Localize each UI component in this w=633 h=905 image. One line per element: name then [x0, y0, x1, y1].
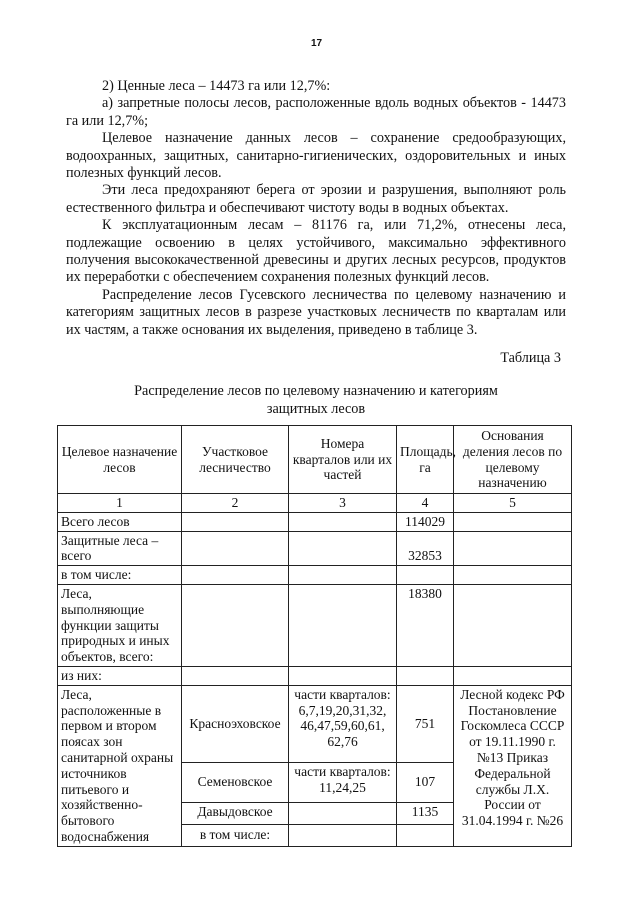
quarter-numbers: части кварталов: 11,24,25 — [289, 762, 397, 802]
page-number: 17 — [310, 38, 323, 49]
quarter-numbers — [289, 802, 397, 824]
area-value: 18380 — [397, 584, 454, 666]
forest-distribution-table — [57, 425, 572, 847]
table-title-line: Распределение лесов по целевому назначению и категориям — [134, 383, 498, 399]
table-title — [66, 383, 566, 418]
paragraph: К эксплуатационным лесам – 81176 га, или 71,2%, отнесены леса, подлежащие освоению в целях устойчивого, максимально эффективного получения высококачественной древесины и других лесных ресурсов, продуктов их переработки с обеспечением сохранения полезных функций лесов. — [66, 217, 566, 286]
column-number: 1 — [58, 494, 182, 513]
row-label: в том числе: — [58, 566, 182, 585]
row-label: Леса, выполняющие функции защиты природных и иных объектов, всего: — [58, 584, 182, 666]
column-number-row — [58, 494, 572, 513]
quarter-numbers: части кварталов: 6,7,19,20,31,32, 46,47,59,60,61, 62,76 — [289, 685, 397, 762]
row-label: из них: — [58, 666, 182, 685]
table-row — [58, 512, 572, 531]
paragraph: а) запретные полосы лесов, расположенные вдоль водных объектов - 14473 га или 12,7%; — [66, 95, 566, 129]
paragraph: 2) Ценные леса – 14473 га или 12,7%: — [102, 78, 331, 94]
column-header: Номера кварталов или их частей — [289, 426, 397, 494]
paragraph: Распределение лесов Гусевского лесничества по целевому назначению и категориям защитных лесов в разрезе участковых лесничеств по кварталам или их частям, а также основания их выделения, приведено в таблице 3. — [66, 286, 566, 338]
area-value: 32853 — [397, 531, 454, 566]
table-label: Таблица 3 — [500, 350, 561, 366]
column-header: Основания деления лесов по целевому назначению — [454, 426, 572, 494]
forestry-name: Семеновское — [182, 762, 289, 802]
area-value: 107 — [397, 762, 454, 802]
forestry-name: Давыдовское — [182, 802, 289, 824]
paragraph: Целевое назначение данных лесов – сохранение средообразующих, водоохранных, защитных, санитарно-гигиенических, оздоровительных и иных полезных функций лесов. — [66, 130, 566, 182]
row-label: Всего лесов — [58, 512, 182, 531]
basis-text: Лесной кодекс РФ Постановление Госкомлеса СССР от 19.11.1990 г. №13 Приказ Федеральной службы Л.Х. России от 31.04.1994 г. №26 — [454, 685, 572, 846]
table-row — [58, 584, 572, 666]
table-header-row — [58, 426, 572, 494]
column-number: 2 — [182, 494, 289, 513]
table-title-line: защитных лесов — [266, 400, 366, 417]
area-value: 751 — [397, 685, 454, 762]
column-header: Участковое лесничество — [182, 426, 289, 494]
row-label: в том числе: — [182, 824, 289, 846]
column-number: 4 — [397, 494, 454, 513]
column-header: Площадь, га — [397, 426, 454, 494]
column-number: 5 — [454, 494, 572, 513]
row-label: Леса, расположенные в первом и втором поясах зон санитарной охраны источников питьевого и хозяйственно-бытового водоснабжения — [58, 685, 182, 846]
table-row — [58, 666, 572, 685]
table-row — [58, 685, 572, 762]
table-row — [58, 566, 572, 585]
forestry-name: Красноэховское — [182, 685, 289, 762]
paragraph: Эти леса предохраняют берега от эрозии и разрушения, выполняют роль естественного фильтра и обеспечивают чистоту воды в водных объектах. — [66, 182, 566, 216]
body-text — [66, 78, 566, 339]
area-value: 114029 — [397, 512, 454, 531]
column-number: 3 — [289, 494, 397, 513]
column-header: Целевое назначение лесов — [58, 426, 182, 494]
row-label: Защитные леса – всего — [58, 531, 182, 566]
area-value: 1135 — [397, 802, 454, 824]
table-row — [58, 531, 572, 566]
